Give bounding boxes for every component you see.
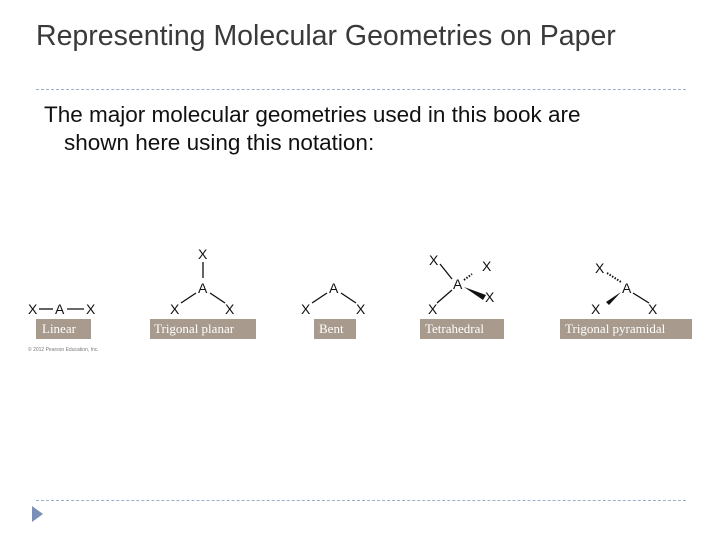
tp-x-left: X — [170, 301, 180, 317]
bent-a: A — [329, 280, 339, 296]
geometry-trigonal-pyramidal — [560, 260, 692, 339]
title-divider — [36, 89, 686, 90]
tet-x-right: X — [485, 289, 495, 305]
copyright-note: © 2012 Pearson Education, Inc. — [28, 347, 99, 353]
label-bent: Bent — [319, 321, 344, 336]
tet-x-top-right: X — [482, 258, 492, 274]
molecular-geometries-figure — [24, 240, 704, 360]
tpy-a: A — [622, 280, 632, 296]
linear-x-right: X — [86, 301, 96, 317]
label-trigonal-planar: Trigonal planar — [154, 321, 235, 336]
body-text — [44, 101, 684, 157]
geometry-bent — [301, 280, 366, 339]
tpy-x-right: X — [648, 301, 658, 317]
footer-divider — [36, 500, 686, 501]
geometry-trigonal-planar — [150, 246, 256, 339]
tet-x-bottom: X — [428, 301, 438, 317]
tpy-x-left: X — [591, 301, 601, 317]
geometries-svg — [24, 240, 704, 360]
slide-bullet-icon — [32, 506, 43, 522]
label-linear: Linear — [42, 321, 76, 336]
tet-x-top-left: X — [429, 252, 439, 268]
tp-a: A — [198, 280, 208, 296]
label-trigonal-pyramidal: Trigonal pyramidal — [565, 321, 666, 336]
tp-x-top: X — [198, 246, 208, 262]
bent-x-right: X — [356, 301, 366, 317]
linear-a: A — [55, 301, 65, 317]
tet-a: A — [453, 276, 463, 292]
linear-x-left: X — [28, 301, 38, 317]
body-line-1: The major molecular geometries used in this book are — [44, 102, 581, 127]
geometry-tetrahedral — [420, 252, 504, 339]
geometry-linear — [28, 301, 99, 353]
label-tetrahedral: Tetrahedral — [425, 321, 484, 336]
slide-title: Representing Molecular Geometries on Paper — [36, 20, 616, 52]
tp-x-right: X — [225, 301, 235, 317]
body-line-2: shown here using this notation: — [64, 130, 375, 155]
tpy-x-top: X — [595, 260, 605, 276]
bent-x-left: X — [301, 301, 311, 317]
